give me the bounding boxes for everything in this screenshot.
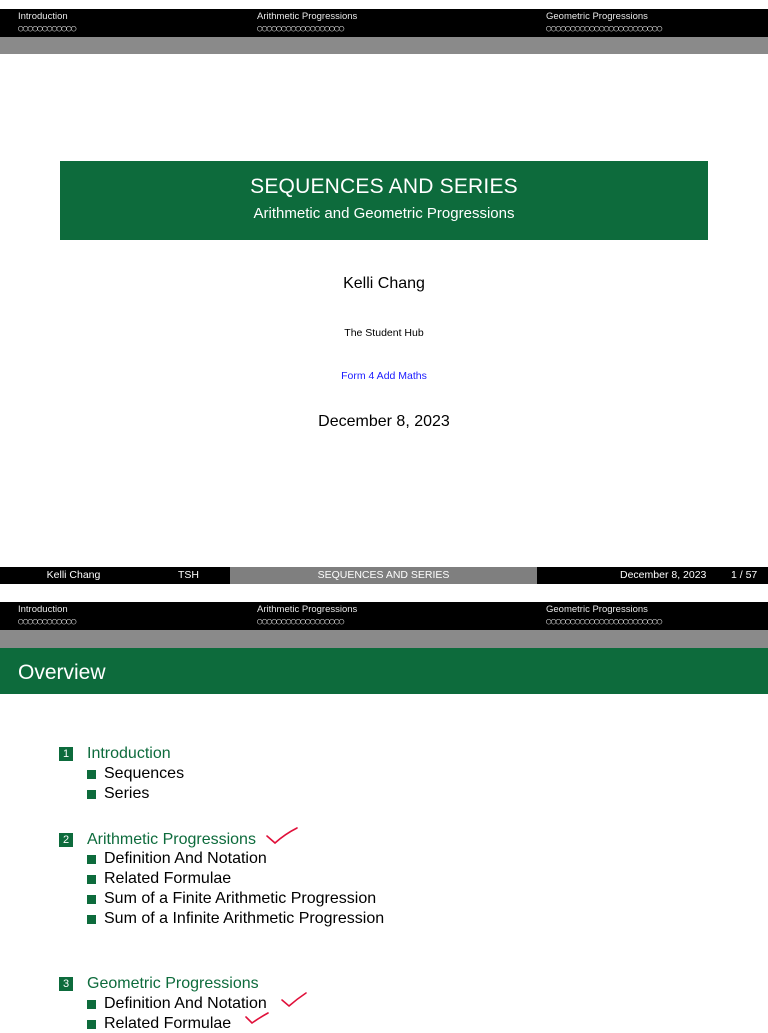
section-number: 1	[59, 747, 73, 761]
toc-subsection[interactable]: Related Formulae	[104, 870, 232, 887]
footline-page-number: 1 / 57	[731, 569, 758, 581]
nav-frame-dots[interactable]: ○○○○○○○○○○○○○○○○○○○○○○○○	[546, 24, 662, 34]
footline-right	[537, 567, 768, 584]
institute-name: The Student Hub	[344, 327, 424, 339]
handwritten-check-icon	[280, 991, 308, 1009]
nav-section-arithmetic[interactable]: Arithmetic Progressions	[257, 604, 358, 615]
bullet-icon	[87, 895, 96, 904]
toc-subsection[interactable]: Definition And Notation	[104, 850, 267, 867]
nav-section-geometric[interactable]: Geometric Progressions	[546, 11, 648, 22]
handwritten-check-icon	[244, 1012, 270, 1024]
toc-subsection[interactable]: Sum of a Finite Arithmetic Progression	[104, 890, 377, 907]
nav-section-introduction[interactable]: Introduction	[18, 604, 68, 615]
bullet-icon	[87, 1000, 96, 1009]
toc-section-geometric[interactable]: Geometric Progressions	[87, 975, 259, 992]
nav-section-geometric[interactable]: Geometric Progressions	[546, 604, 648, 615]
footline	[0, 567, 768, 584]
nav-section-introduction[interactable]: Introduction	[18, 11, 68, 22]
presentation-date: December 8, 2023	[318, 413, 450, 430]
frame-title-bar	[0, 648, 768, 694]
handwritten-check-icon	[265, 826, 299, 846]
headline-navigation	[0, 602, 768, 630]
toc-section-introduction[interactable]: Introduction	[87, 745, 171, 762]
subsection-bar	[0, 630, 768, 648]
nav-frame-dots[interactable]: ○○○○○○○○○○○○○○○○○○	[257, 617, 344, 627]
bullet-icon	[87, 1020, 96, 1029]
footline-author: Kelli Chang	[0, 567, 147, 584]
presentation-subtitle: Arithmetic and Geometric Progressions	[253, 205, 515, 222]
nav-frame-dots[interactable]: ○○○○○○○○○○○○	[18, 24, 76, 34]
bullet-icon	[87, 790, 96, 799]
nav-frame-dots[interactable]: ○○○○○○○○○○○○○○○○○○○○○○○○	[546, 617, 662, 627]
nav-frame-dots[interactable]: ○○○○○○○○○○○○○○○○○○	[257, 24, 344, 34]
toc-subsection[interactable]: Series	[104, 785, 150, 802]
toc-section-arithmetic[interactable]: Arithmetic Progressions	[87, 831, 256, 848]
footline-date: December 8, 2023	[620, 569, 707, 581]
toc-subsection[interactable]: Related Formulae	[104, 1015, 232, 1032]
title-block	[60, 161, 708, 240]
nav-frame-dots[interactable]: ○○○○○○○○○○○○	[18, 617, 76, 627]
bullet-icon	[87, 875, 96, 884]
presentation-title: SEQUENCES AND SERIES	[250, 175, 518, 198]
bullet-icon	[87, 770, 96, 779]
footline-title: SEQUENCES AND SERIES	[230, 567, 537, 584]
toc-subsection[interactable]: Sequences	[104, 765, 185, 782]
bullet-icon	[87, 915, 96, 924]
toc-subsection[interactable]: Sum of a Infinite Arithmetic Progression	[104, 910, 385, 927]
course-link[interactable]: Form 4 Add Maths	[341, 370, 427, 382]
footline-institute: TSH	[147, 567, 230, 584]
nav-section-arithmetic[interactable]: Arithmetic Progressions	[257, 11, 358, 22]
section-number: 2	[59, 833, 73, 847]
toc-subsection[interactable]: Definition And Notation	[104, 995, 267, 1012]
author-name: Kelli Chang	[343, 275, 425, 292]
subsection-bar	[0, 37, 768, 54]
section-number: 3	[59, 977, 73, 991]
bullet-icon	[87, 855, 96, 864]
frame-title: Overview	[18, 661, 106, 684]
headline-navigation	[0, 9, 768, 37]
